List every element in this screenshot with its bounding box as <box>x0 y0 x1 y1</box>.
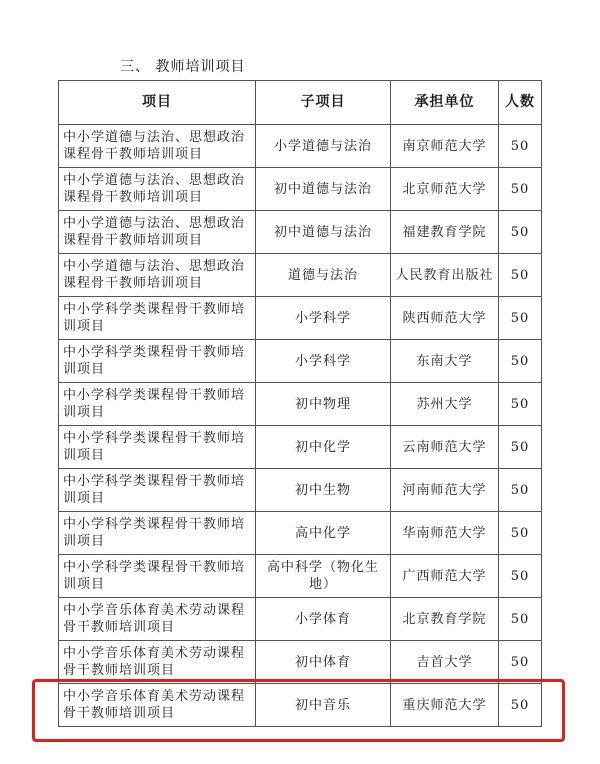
cell-subproject: 初中体育 <box>256 641 391 684</box>
header-subproject: 子项目 <box>256 81 391 125</box>
cell-unit: 陕西师范大学 <box>391 297 499 340</box>
cell-subproject: 初中道德与法治 <box>256 211 391 254</box>
cell-unit: 南京师范大学 <box>391 125 499 168</box>
cell-project: 中小学道德与法治、思想政治课程骨干教师培训项目 <box>59 125 256 168</box>
table-row <box>59 512 542 555</box>
cell-project: 中小学科学类课程骨干教师培训项目 <box>59 512 256 555</box>
table-row <box>59 555 542 598</box>
cell-count: 50 <box>499 555 542 598</box>
cell-count: 50 <box>499 426 542 469</box>
cell-count: 50 <box>499 598 542 641</box>
cell-project: 中小学音乐体育美术劳动课程骨干教师培训项目 <box>59 598 256 641</box>
cell-count: 50 <box>499 125 542 168</box>
cell-subproject: 初中化学 <box>256 426 391 469</box>
table-row <box>59 383 542 426</box>
section-title: 三、 教师培训项目 <box>120 59 246 75</box>
cell-subproject: 道德与法治 <box>256 254 391 297</box>
cell-unit: 东南大学 <box>391 340 499 383</box>
cell-count: 50 <box>499 641 542 684</box>
cell-count: 50 <box>499 383 542 426</box>
table-row <box>59 297 542 340</box>
cell-subproject: 小学科学 <box>256 297 391 340</box>
cell-unit: 华南师范大学 <box>391 512 499 555</box>
cell-unit: 北京教育学院 <box>391 598 499 641</box>
table-row <box>59 211 542 254</box>
cell-project: 中小学科学类课程骨干教师培训项目 <box>59 383 256 426</box>
cell-subproject: 初中音乐 <box>256 684 391 727</box>
cell-count: 50 <box>499 168 542 211</box>
table-row <box>59 469 542 512</box>
cell-count: 50 <box>499 469 542 512</box>
cell-subproject: 初中物理 <box>256 383 391 426</box>
cell-project: 中小学音乐体育美术劳动课程骨干教师培训项目 <box>59 641 256 684</box>
cell-count: 50 <box>499 684 542 727</box>
header-project: 项目 <box>59 81 256 125</box>
table-row <box>59 641 542 684</box>
cell-unit: 北京师范大学 <box>391 168 499 211</box>
cell-subproject: 高中化学 <box>256 512 391 555</box>
cell-subproject: 小学体育 <box>256 598 391 641</box>
cell-count: 50 <box>499 340 542 383</box>
cell-subproject: 高中科学（物化生地） <box>256 555 391 598</box>
table-row <box>59 598 542 641</box>
table-row <box>59 168 542 211</box>
table-row <box>59 426 542 469</box>
cell-project: 中小学科学类课程骨干教师培训项目 <box>59 426 256 469</box>
header-unit: 承担单位 <box>391 81 499 125</box>
cell-unit: 云南师范大学 <box>391 426 499 469</box>
cell-unit: 苏州大学 <box>391 383 499 426</box>
cell-project: 中小学道德与法治、思想政治课程骨干教师培训项目 <box>59 168 256 211</box>
table-row <box>59 254 542 297</box>
cell-project: 中小学道德与法治、思想政治课程骨干教师培训项目 <box>59 254 256 297</box>
cell-count: 50 <box>499 297 542 340</box>
cell-project: 中小学音乐体育美术劳动课程骨干教师培训项目 <box>59 684 256 727</box>
cell-count: 50 <box>499 211 542 254</box>
cell-project: 中小学道德与法治、思想政治课程骨干教师培训项目 <box>59 211 256 254</box>
cell-unit: 人民教育出版社 <box>391 254 499 297</box>
training-projects-table <box>58 80 542 727</box>
table-header-row <box>59 81 542 125</box>
cell-project: 中小学科学类课程骨干教师培训项目 <box>59 555 256 598</box>
cell-unit: 河南师范大学 <box>391 469 499 512</box>
cell-unit: 广西师范大学 <box>391 555 499 598</box>
table-row <box>59 340 542 383</box>
cell-unit: 福建教育学院 <box>391 211 499 254</box>
cell-unit: 重庆师范大学 <box>391 684 499 727</box>
cell-project: 中小学科学类课程骨干教师培训项目 <box>59 469 256 512</box>
highlight-annotation-box <box>32 679 565 742</box>
header-count: 人数 <box>499 81 542 125</box>
cell-subproject: 小学科学 <box>256 340 391 383</box>
cell-project: 中小学科学类课程骨干教师培训项目 <box>59 340 256 383</box>
table-row <box>59 125 542 168</box>
cell-count: 50 <box>499 512 542 555</box>
cell-subproject: 初中道德与法治 <box>256 168 391 211</box>
cell-subproject: 小学道德与法治 <box>256 125 391 168</box>
cell-unit: 吉首大学 <box>391 641 499 684</box>
cell-count: 50 <box>499 254 542 297</box>
cell-project: 中小学科学类课程骨干教师培训项目 <box>59 297 256 340</box>
cell-subproject: 初中生物 <box>256 469 391 512</box>
